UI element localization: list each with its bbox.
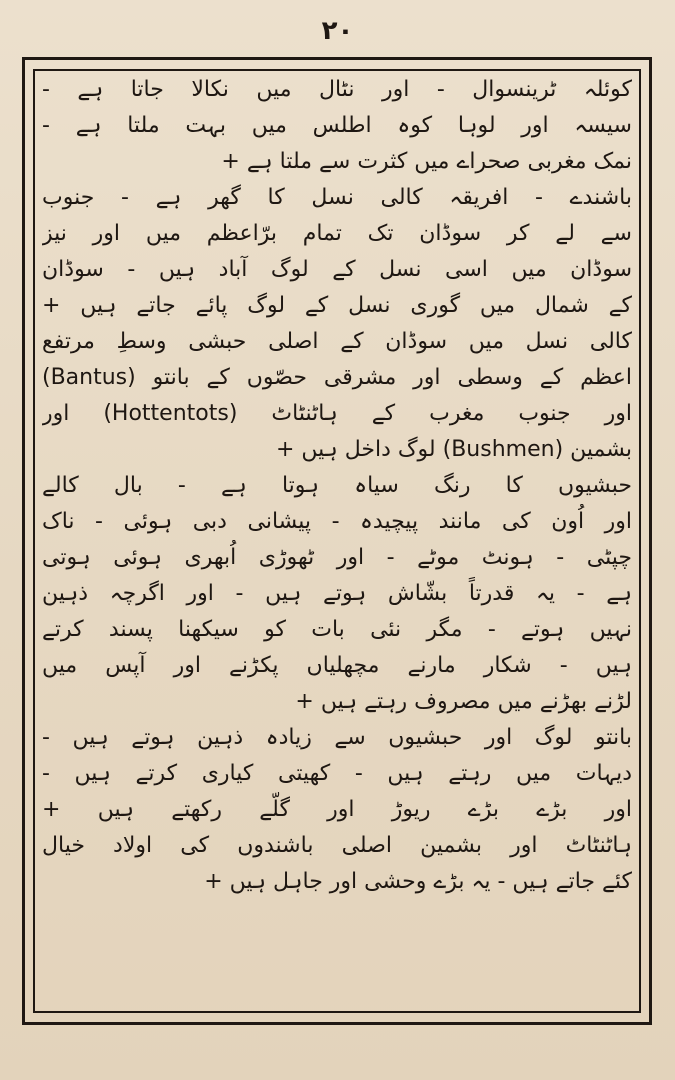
text-line: دیہات میں رہتے ہیں - کھیتی کیاری کرتے ہیں - bbox=[42, 761, 632, 786]
text-line: کئے جاتے ہیں - یہ بڑے وحشی اور جاہل ہیں + bbox=[204, 869, 632, 894]
page-body-text bbox=[42, 72, 632, 1012]
text-line: سے لے کر سوڈان تک تمام برّاعظم میں اور نیز bbox=[42, 221, 632, 246]
section-heading-line: باشندے - افریقہ کالی نسل کا گھر ہے - جنوب bbox=[42, 185, 632, 210]
text-line: سوڈان میں اسی نسل کے لوگ آباد ہیں - سوڈان bbox=[42, 257, 632, 282]
text-line: کے شمال میں گوری نسل کے لوگ پائے جاتے ہیں + bbox=[42, 293, 632, 318]
text-line: اور جنوب مغرب کے ہاٹنٹاٹ (Hottentots) اور bbox=[42, 401, 632, 426]
text-line: لڑنے بھڑنے میں مصروف رہتے ہیں + bbox=[295, 689, 632, 714]
text-line: بانتو لوگ اور حبشیوں سے زیادہ ذہین ہوتے ہیں - bbox=[42, 725, 632, 750]
text-line: نمک مغربی صحراے میں کثرت سے ملتا ہے + bbox=[221, 149, 632, 174]
text-line: کالی نسل میں سوڈان کے اصلی حبشی وسطِ مرتفع bbox=[42, 329, 632, 354]
text-line: ہیں - شکار مارنے مچھلیاں پکڑنے اور آپس میں bbox=[42, 653, 632, 678]
text-line: ہے - یہ قدرتاً بشّاش ہوتے ہیں - اور اگرچہ ذہین bbox=[42, 581, 632, 606]
text-line: اور بڑے بڑے ریوڑ اور گلّے رکھتے ہیں + bbox=[42, 797, 632, 822]
text-line: سیسہ اور لوہا کوہ اطلس میں بہت ملتا ہے - bbox=[42, 113, 632, 138]
page-number: ٢٠ bbox=[321, 16, 354, 46]
text-line: چپٹی - ہونٹ موٹے - اور ٹھوڑی اُبھری ہوئی ہوتی bbox=[42, 545, 632, 570]
text-line: کوئلہ ٹرینسوال - اور نٹال میں نکالا جاتا ہے - bbox=[42, 77, 632, 102]
text-line: نہیں ہوتے - مگر نئی بات کو سیکھنا پسند کرتے bbox=[42, 617, 632, 642]
text-line: اور اُون کی مانند پیچیدہ - پیشانی دبی ہوئی - ناک bbox=[42, 509, 632, 534]
text-line: اعظم کے وسطی اور مشرقی حصّوں کے بانتو (Bantus) bbox=[42, 365, 632, 390]
text-line: بشمین (Bushmen) لوگ داخل ہیں + bbox=[276, 437, 632, 462]
text-line: حبشیوں کا رنگ سیاہ ہوتا ہے - بال کالے bbox=[42, 473, 632, 498]
text-line: ہاٹنٹاٹ اور بشمین اصلی باشندوں کی اولاد خیال bbox=[42, 833, 632, 858]
